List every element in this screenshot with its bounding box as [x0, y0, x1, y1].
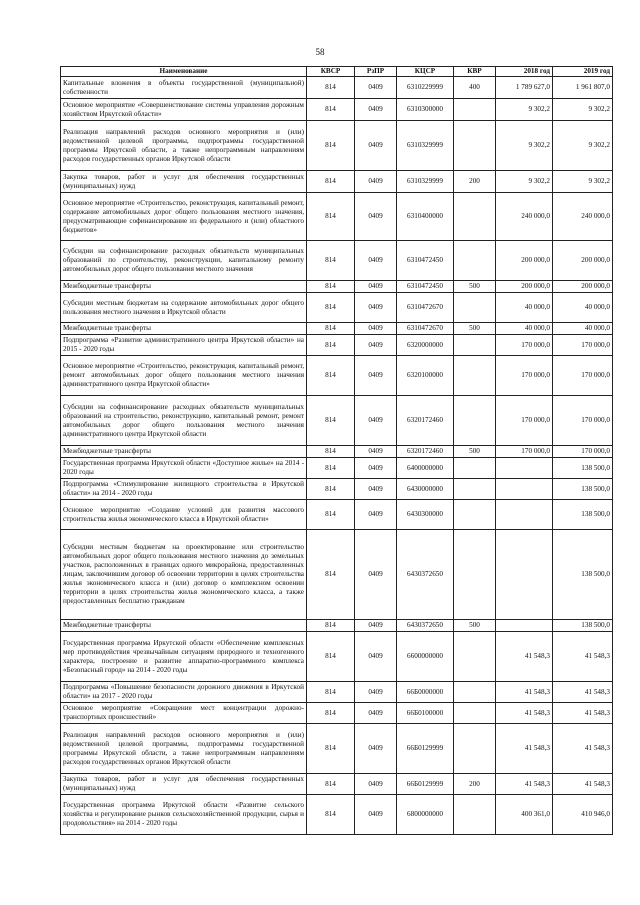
- row-rzpr: 0409: [355, 293, 397, 323]
- row-kcsr: 6320100000: [397, 356, 454, 396]
- header-kvr: КВР: [454, 67, 496, 77]
- row-name: Основное мероприятие «Совершенствование системы управления дорожным хозяйством Иркутской области»: [61, 99, 307, 121]
- table-row: [61, 241, 613, 281]
- row-2019: 170 000,0: [553, 446, 613, 458]
- row-kvr: 400: [454, 77, 496, 99]
- row-kvsr: 814: [307, 724, 355, 774]
- row-2018: [496, 458, 553, 479]
- row-kcsr: 66Б0100000: [397, 703, 454, 724]
- header-kvsr: КВСР: [307, 67, 355, 77]
- table-row: [61, 632, 613, 682]
- row-kvsr: 814: [307, 620, 355, 632]
- row-2018: 9 302,2: [496, 121, 553, 171]
- row-2019: 41 548,3: [553, 703, 613, 724]
- row-2019: 41 548,3: [553, 724, 613, 774]
- row-2019: 170 000,0: [553, 335, 613, 356]
- row-kvr: [454, 121, 496, 171]
- row-kvsr: 814: [307, 774, 355, 795]
- row-kvr: [454, 335, 496, 356]
- row-kcsr: 6320000000: [397, 335, 454, 356]
- row-kvsr: 814: [307, 446, 355, 458]
- row-kvsr: 814: [307, 293, 355, 323]
- row-kvsr: 814: [307, 99, 355, 121]
- row-kvr: [454, 241, 496, 281]
- header-2019: 2019 год: [553, 67, 613, 77]
- table-row: [61, 335, 613, 356]
- row-rzpr: 0409: [355, 458, 397, 479]
- row-rzpr: 0409: [355, 396, 397, 446]
- table-row: [61, 281, 613, 293]
- row-2019: 410 946,0: [553, 795, 613, 835]
- row-kvsr: 814: [307, 458, 355, 479]
- row-rzpr: 0409: [355, 356, 397, 396]
- table-row: [61, 446, 613, 458]
- row-kvr: 500: [454, 620, 496, 632]
- row-rzpr: 0409: [355, 121, 397, 171]
- row-kcsr: 6430372650: [397, 620, 454, 632]
- row-kvr: [454, 703, 496, 724]
- row-kcsr: 6430300000: [397, 500, 454, 530]
- row-kvsr: 814: [307, 632, 355, 682]
- row-kvr: [454, 682, 496, 703]
- row-2018: 41 548,3: [496, 682, 553, 703]
- row-rzpr: 0409: [355, 620, 397, 632]
- header-rzpr: РзПР: [355, 67, 397, 77]
- row-2019: 9 302,2: [553, 171, 613, 193]
- row-2019: 138 500,0: [553, 479, 613, 500]
- row-kvr: [454, 500, 496, 530]
- table-row: [61, 724, 613, 774]
- header-name: Наименование: [61, 67, 307, 77]
- row-2018: [496, 620, 553, 632]
- row-name: Межбюджетные трансферты: [61, 620, 307, 632]
- table-row: [61, 293, 613, 323]
- table-row: [61, 356, 613, 396]
- row-rzpr: 0409: [355, 724, 397, 774]
- row-2019: 170 000,0: [553, 396, 613, 446]
- row-kcsr: 6320172460: [397, 396, 454, 446]
- row-name: Основное мероприятие «Сокращение мест концентрации дорожно-транспортных происшествий»: [61, 703, 307, 724]
- row-rzpr: 0409: [355, 500, 397, 530]
- row-kvsr: 814: [307, 77, 355, 99]
- row-kvsr: 814: [307, 323, 355, 335]
- row-kcsr: 6310472450: [397, 281, 454, 293]
- row-kvr: [454, 356, 496, 396]
- row-rzpr: 0409: [355, 446, 397, 458]
- row-rzpr: 0409: [355, 795, 397, 835]
- row-rzpr: 0409: [355, 77, 397, 99]
- row-rzpr: 0409: [355, 682, 397, 703]
- row-2018: [496, 500, 553, 530]
- row-2018: 41 548,3: [496, 703, 553, 724]
- row-2019: 138 500,0: [553, 620, 613, 632]
- row-rzpr: 0409: [355, 479, 397, 500]
- row-kvr: [454, 632, 496, 682]
- row-name: Государственная программа Иркутской области «Развитие сельского хозяйства и регулирование рынков сельскохозяйственной продукции, сырья и продовольствия» на 2014 - 2020 годы: [61, 795, 307, 835]
- row-name: Реализация направлений расходов основного мероприятия и (или) ведомственной целевой программы, подпрограммы государственной программы Иркутской области, а также непрограммным направлениям расходов государственных органов Иркутской области: [61, 724, 307, 774]
- row-kvsr: 814: [307, 241, 355, 281]
- row-name: Межбюджетные трансферты: [61, 446, 307, 458]
- table-row: [61, 479, 613, 500]
- row-rzpr: 0409: [355, 171, 397, 193]
- header-kcsr: КЦСР: [397, 67, 454, 77]
- row-name: Реализация направлений расходов основного мероприятия и (или) ведомственной целевой программы, подпрограммы государственной программы Иркутской области, а также непрограммным направлениям расходов государственных органов Иркутской области: [61, 121, 307, 171]
- row-2018: 240 000,0: [496, 193, 553, 241]
- table-row: [61, 99, 613, 121]
- row-kvr: 200: [454, 774, 496, 795]
- row-kcsr: 6430372650: [397, 530, 454, 620]
- row-rzpr: 0409: [355, 241, 397, 281]
- row-name: Государственная программа Иркутской области «Доступное жилье» на 2014 - 2020 годы: [61, 458, 307, 479]
- row-name: Межбюджетные трансферты: [61, 281, 307, 293]
- table-row: [61, 774, 613, 795]
- row-2018: 170 000,0: [496, 335, 553, 356]
- row-2019: 170 000,0: [553, 356, 613, 396]
- row-kvsr: 814: [307, 121, 355, 171]
- row-kvr: [454, 293, 496, 323]
- table-row: [61, 682, 613, 703]
- row-2019: 41 548,3: [553, 632, 613, 682]
- row-2019: 9 302,2: [553, 99, 613, 121]
- row-kvr: [454, 530, 496, 620]
- row-2018: [496, 530, 553, 620]
- table-row: [61, 121, 613, 171]
- row-2019: 138 500,0: [553, 500, 613, 530]
- row-kvr: [454, 193, 496, 241]
- row-kcsr: 6320172460: [397, 446, 454, 458]
- row-2018: 1 789 627,0: [496, 77, 553, 99]
- row-2019: 41 548,3: [553, 682, 613, 703]
- row-2019: 40 000,0: [553, 293, 613, 323]
- table-row: [61, 193, 613, 241]
- row-name: Основное мероприятие «Создание условий для развития массового строительства жилья экономического класса в Иркутской области»: [61, 500, 307, 530]
- row-2018: 170 000,0: [496, 446, 553, 458]
- row-kvr: 500: [454, 323, 496, 335]
- row-2018: 41 548,3: [496, 774, 553, 795]
- row-2018: 9 302,2: [496, 99, 553, 121]
- row-kcsr: 6310329999: [397, 171, 454, 193]
- row-kvsr: 814: [307, 356, 355, 396]
- row-kvr: [454, 396, 496, 446]
- row-name: Капитальные вложения в объекты государственной (муниципальной) собственности: [61, 77, 307, 99]
- row-2019: 40 000,0: [553, 323, 613, 335]
- row-2019: 138 500,0: [553, 458, 613, 479]
- row-kvr: 500: [454, 446, 496, 458]
- row-2019: 41 548,3: [553, 774, 613, 795]
- row-kvsr: 814: [307, 500, 355, 530]
- table-row: [61, 171, 613, 193]
- row-kvsr: 814: [307, 396, 355, 446]
- row-name: Субсидии местным бюджетам на проектирование или строительство автомобильных дорог общего пользования местного значения до земельных участков, расположенных в границах одного микрорайона, предоставленных лицам, заключившим договор об освоении территории в целях строительства жилья экономического класса и (или) договор о комплексном освоении территории в целях строительства жилья экономического класса, а также предоставленных бесплатно гражданам: [61, 530, 307, 620]
- row-rzpr: 0409: [355, 193, 397, 241]
- row-2018: 41 548,3: [496, 724, 553, 774]
- table-row: [61, 458, 613, 479]
- row-rzpr: 0409: [355, 335, 397, 356]
- row-kcsr: 66Б0129999: [397, 724, 454, 774]
- row-2018: 200 000,0: [496, 281, 553, 293]
- row-kcsr: 6310472670: [397, 323, 454, 335]
- row-2018: 400 361,0: [496, 795, 553, 835]
- row-rzpr: 0409: [355, 703, 397, 724]
- row-kcsr: 6310400000: [397, 193, 454, 241]
- row-rzpr: 0409: [355, 530, 397, 620]
- row-kcsr: 6800000000: [397, 795, 454, 835]
- table-row: [61, 323, 613, 335]
- row-2019: 1 961 807,0: [553, 77, 613, 99]
- row-2018: 40 000,0: [496, 293, 553, 323]
- row-rzpr: 0409: [355, 323, 397, 335]
- row-name: Закупка товаров, работ и услуг для обеспечения государственных (муниципальных) нужд: [61, 171, 307, 193]
- row-name: Закупка товаров, работ и услуг для обеспечения государственных (муниципальных) нужд: [61, 774, 307, 795]
- row-kcsr: 6310229999: [397, 77, 454, 99]
- row-kvsr: 814: [307, 682, 355, 703]
- row-kvsr: 814: [307, 530, 355, 620]
- row-name: Подпрограмма «Стимулирование жилищного строительства в Иркутской области» на 2014 - 2020 годы: [61, 479, 307, 500]
- row-rzpr: 0409: [355, 774, 397, 795]
- page-number: 58: [315, 47, 325, 57]
- row-2018: 40 000,0: [496, 323, 553, 335]
- row-name: Основное мероприятие «Строительство, реконструкция, капитальный ремонт, ремонт автомобильных дорог общего пользования местного значения административного центра Иркутской области»: [61, 356, 307, 396]
- row-2018: 170 000,0: [496, 396, 553, 446]
- row-name: Основное мероприятие «Строительство, реконструкция, капитальный ремонт, содержание автомобильных дорог общего пользования местного значения, предусматривающие софинансирование из федерального и (или) областного бюджетов»: [61, 193, 307, 241]
- row-name: Межбюджетные трансферты: [61, 323, 307, 335]
- row-rzpr: 0409: [355, 281, 397, 293]
- row-kcsr: 6430000000: [397, 479, 454, 500]
- row-name: Государственная программа Иркутской области «Обеспечение комплексных мер противодействия чрезвычайным ситуациям природного и техногенного характера, построение и развитие аппаратно-программного комплекса «Безопасный город» на 2014 - 2020 годы: [61, 632, 307, 682]
- row-kvsr: 814: [307, 171, 355, 193]
- budget-table: [60, 66, 613, 835]
- row-kcsr: 6400000000: [397, 458, 454, 479]
- row-2019: 138 500,0: [553, 530, 613, 620]
- row-kvr: [454, 479, 496, 500]
- row-2018: 200 000,0: [496, 241, 553, 281]
- table-row: [61, 795, 613, 835]
- table-row: [61, 77, 613, 99]
- table-row: [61, 396, 613, 446]
- row-kvsr: 814: [307, 281, 355, 293]
- row-2018: [496, 479, 553, 500]
- row-kvr: [454, 724, 496, 774]
- row-kcsr: 66Б0000000: [397, 682, 454, 703]
- row-kvsr: 814: [307, 479, 355, 500]
- row-kcsr: 6310329999: [397, 121, 454, 171]
- row-kvr: [454, 795, 496, 835]
- row-name: Субсидии местным бюджетам на содержание автомобильных дорог общего пользования местного значения в Иркутской области: [61, 293, 307, 323]
- row-2018: 41 548,3: [496, 632, 553, 682]
- row-kvr: 500: [454, 281, 496, 293]
- row-kcsr: 6310472450: [397, 241, 454, 281]
- row-2019: 200 000,0: [553, 241, 613, 281]
- row-kcsr: 6310472670: [397, 293, 454, 323]
- row-kvr: 200: [454, 171, 496, 193]
- row-2019: 9 302,2: [553, 121, 613, 171]
- row-kcsr: 6600000000: [397, 632, 454, 682]
- row-2019: 200 000,0: [553, 281, 613, 293]
- row-rzpr: 0409: [355, 632, 397, 682]
- row-kcsr: 6310300000: [397, 99, 454, 121]
- table-row: [61, 703, 613, 724]
- row-kvsr: 814: [307, 795, 355, 835]
- table-row: [61, 620, 613, 632]
- row-2019: 240 000,0: [553, 193, 613, 241]
- row-kvr: [454, 458, 496, 479]
- table-row: [61, 530, 613, 620]
- row-kvsr: 814: [307, 335, 355, 356]
- row-name: Субсидии на софинансирование расходных обязательств муниципальных образований на строительство, реконструкцию, капитальный ремонт, ремонт автомобильных дорог общего пользования местного значения административного центра Иркутской области: [61, 396, 307, 446]
- table-row: [61, 500, 613, 530]
- row-2018: 9 302,2: [496, 171, 553, 193]
- row-kvsr: 814: [307, 193, 355, 241]
- row-name: Подпрограмма «Развитие административного центра Иркутской области» на 2015 - 2020 годы: [61, 335, 307, 356]
- row-name: Субсидии на софинансирование расходных обязательств муниципальных образований по строительству, реконструкции, капитальному ремонту автомобильных дорог общего пользования местного значения: [61, 241, 307, 281]
- table-header-row: [61, 67, 613, 77]
- row-name: Подпрограмма «Повышение безопасности дорожного движения в Иркутской области» на 2017 - 2020 годы: [61, 682, 307, 703]
- header-2018: 2018 год: [496, 67, 553, 77]
- row-rzpr: 0409: [355, 99, 397, 121]
- row-kvr: [454, 99, 496, 121]
- row-kcsr: 66Б0129999: [397, 774, 454, 795]
- row-2018: 170 000,0: [496, 356, 553, 396]
- row-kvsr: 814: [307, 703, 355, 724]
